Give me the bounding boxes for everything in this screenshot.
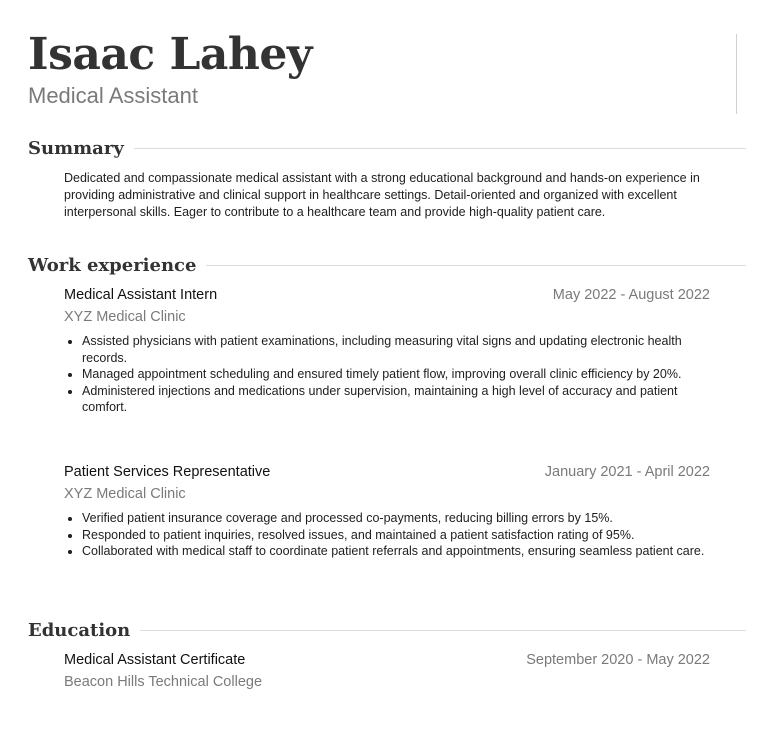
job-bullet: • Responded to patient inquiries, resolved issues, and maintained a patient satisfaction rating of 95%.: [82, 527, 710, 544]
section-divider: [140, 630, 746, 631]
job-role: Patient Services Representative: [64, 464, 271, 480]
section-divider: [206, 265, 746, 266]
education-degree: Medical Assistant Certificate: [64, 652, 246, 668]
education-dates: September 2020 - May 2022: [526, 652, 710, 668]
experience-heading: Work experience: [28, 254, 197, 276]
job-entry: [64, 287, 710, 416]
job-bullet: • Collaborated with medical staff to coordinate patient referrals and appointments, ensuring seamless patient care.: [82, 543, 710, 560]
job-bullet: • Managed appointment scheduling and ensured timely patient flow, improving overall clinic efficiency by 20%.: [82, 366, 710, 383]
education-heading: Education: [28, 619, 131, 641]
summary-heading: Summary: [28, 137, 124, 159]
section-divider: [134, 148, 746, 149]
job-org: XYZ Medical Clinic: [64, 309, 186, 325]
job-bullet: • Administered injections and medications under supervision, maintaining a high level of accuracy and patient comfort.: [82, 383, 710, 416]
education-entry: [64, 652, 710, 690]
summary-section-heading: [28, 136, 746, 160]
experience-section-heading: [28, 253, 746, 277]
education-school: Beacon Hills Technical College: [64, 674, 263, 690]
job-role: Medical Assistant Intern: [64, 287, 218, 303]
job-dates: May 2022 - August 2022: [552, 287, 710, 303]
summary-text: Dedicated and compassionate medical assistant with a strong educational background and hands-on experience in providing administrative and clinical support in healthcare settings. Detail-oriented and organized with excellent interpersonal skills. Eager to contribute to a healthcare team and provide high-quality patient care.: [64, 171, 700, 219]
candidate-name: Isaac Lahey: [28, 29, 312, 80]
candidate-title: Medical Assistant: [28, 83, 198, 108]
job-entry: [64, 464, 710, 560]
job-dates: January 2021 - April 2022: [544, 464, 710, 480]
education-section-heading: [28, 618, 746, 642]
job-bullets: [64, 333, 710, 416]
header-divider: [736, 34, 737, 114]
job-bullets: [64, 510, 710, 560]
job-org: XYZ Medical Clinic: [64, 486, 186, 502]
resume-header: [28, 28, 708, 110]
job-bullet: • Verified patient insurance coverage and processed co-payments, reducing billing errors by 15%.: [82, 510, 710, 527]
job-bullet: • Assisted physicians with patient examinations, including measuring vital signs and updating electronic health records.: [82, 333, 710, 366]
